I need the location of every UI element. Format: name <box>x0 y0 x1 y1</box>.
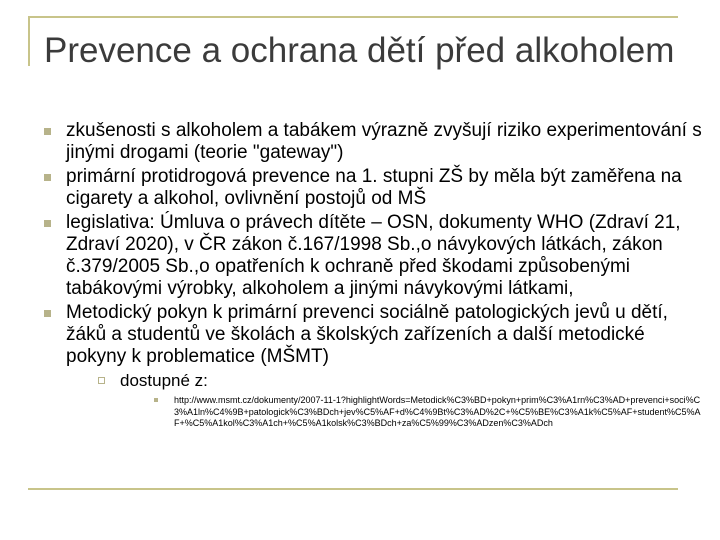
square-bullet-icon <box>44 174 51 181</box>
bullet-text: primární protidrogová prevence na 1. stupni ZŠ by měla být zaměřena na cigarety a alkohol, ovlivnění postojů od MŠ <box>66 166 682 209</box>
left-rule <box>28 16 30 66</box>
bullet-text: zkušenosti s alkoholem a tabákem výrazně zvyšují riziko experimentování s jinými drogami (teorie "gateway") <box>66 120 702 163</box>
slide-title: Prevence a ochrana dětí před alkoholem <box>44 31 675 70</box>
bullet-item <box>42 302 702 430</box>
link-item <box>150 395 702 430</box>
source-link[interactable]: http://www.msmt.cz/dokumenty/2007-11-1?highlightWords=Metodick%C3%BD+pokyn+prim%C3%A1rn%C3%AD+prevenci+soci%C3%A1ln%C4%9B+patologick%C3%BDch+jev%C5%AF+d%C4%9Bt%C3%AD%2C+%C5%BE%C3%A1k%C5%AF+student%C5%AF+%C5%A1kol%C3%A1ch+%C5%A1kolsk%C3%BDch+za%C5%99%C3%ADzen%C3%ADch <box>174 395 701 428</box>
bullet-item <box>42 120 702 164</box>
bullet-text: legislativa: Úmluva o právech dítěte – OSN, dokumenty WHO (Zdraví 21, Zdraví 2020), v ČR zákon č.167/1998 Sb.,o návykových látkách, zákon č.379/2005 Sb.,o opatřeních k ochraně před škodami způsobenými tabákovými výrobky, alkoholem a jinými návykovými látkami, <box>66 212 681 299</box>
sub-bullet-text: dostupné z: <box>120 371 208 390</box>
square-bullet-icon <box>44 310 51 317</box>
bullet-text: Metodický pokyn k primární prevenci sociálně patologických jevů u dětí, žáků a studentů ve školách a školských zařízeních a další metodické pokyny k problematice (MŠMT) <box>66 302 668 367</box>
sub-bullet-item <box>96 371 702 430</box>
top-rule <box>28 16 678 18</box>
bottom-rule <box>28 488 678 490</box>
square-bullet-icon <box>44 128 51 135</box>
square-bullet-icon <box>44 220 51 227</box>
bullet-list <box>42 120 702 432</box>
small-square-bullet-icon <box>154 398 158 402</box>
hollow-square-bullet-icon <box>98 377 105 384</box>
bullet-item <box>42 166 702 210</box>
bullet-item <box>42 212 702 300</box>
